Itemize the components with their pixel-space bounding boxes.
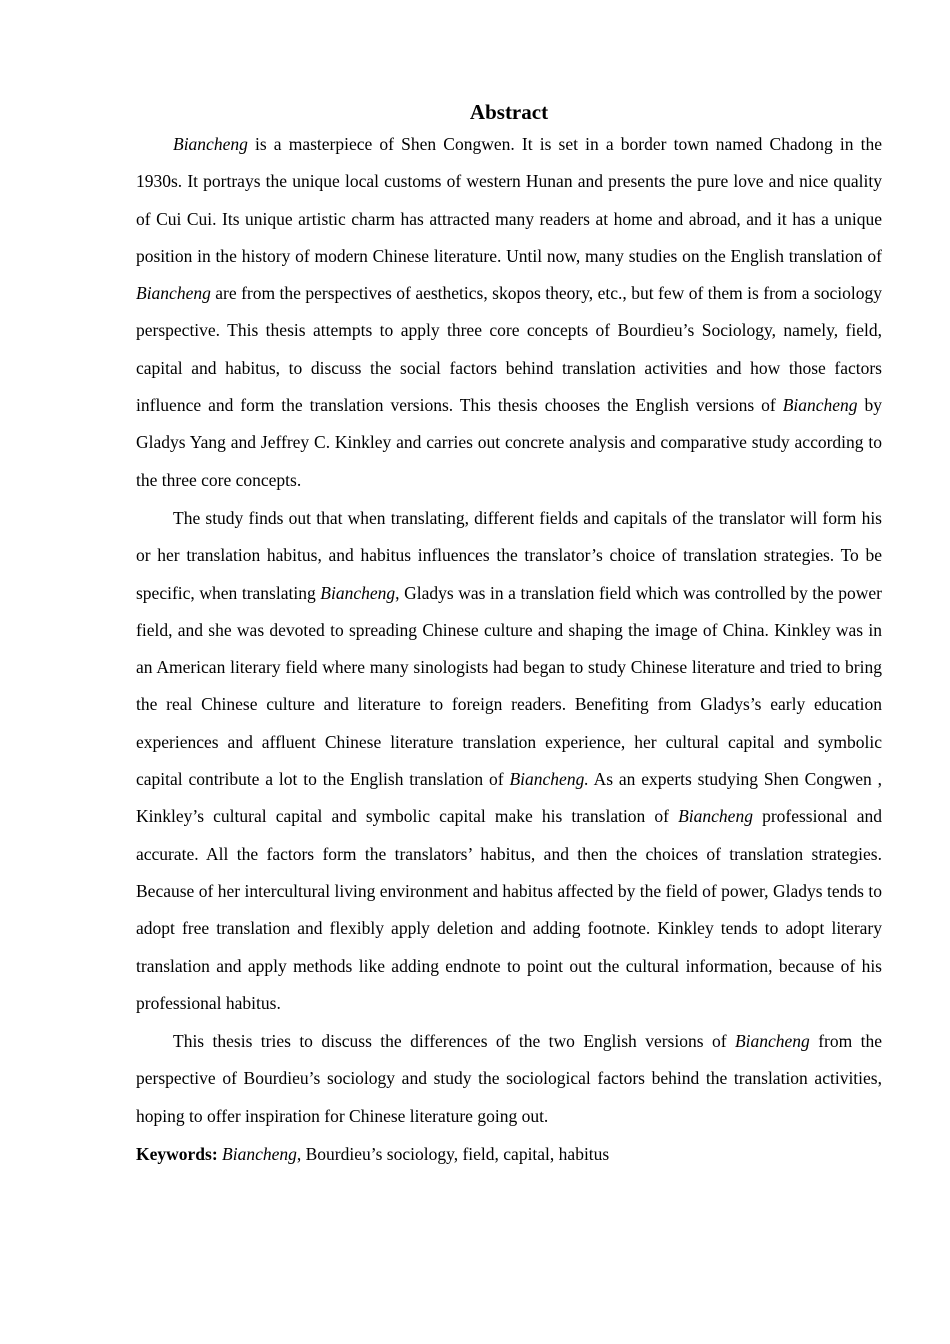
- italic-title-text: Biancheng: [173, 134, 248, 154]
- italic-title-text: Biancheng: [678, 806, 753, 827]
- abstract-paragraph: [136, 126, 882, 499]
- paragraph-text: professional and accurate. All the factors form the translators’ habitus, and then the choices of translation strategies. Because of her intercultural living environment and habitus affected by the field of power, Gladys tends to adopt free translation and flexibly apply deletion and adding footnote. Kinkley tends to adopt literary translation and apply methods like adding endnote to point out the cultural information, because of his professional habitus.: [136, 806, 882, 1013]
- keywords-line: [136, 1136, 882, 1173]
- italic-title-text: Biancheng: [320, 582, 396, 603]
- italic-title-text: Biancheng: [734, 1031, 810, 1052]
- italic-title-text: Biancheng.: [509, 769, 589, 790]
- paragraph-text: from the perspective of Bourdieu’s sociology and study the sociological factors behind the translation activities, hoping to offer inspiration for Chinese literature going out.: [136, 1031, 882, 1126]
- paragraph-text: The study finds out that when translating, different fields and capitals of the translator will form his or her translation habitus, and habitus influences the translator’s choice of translation strategies. To be specific, when translating: [136, 507, 882, 603]
- keyword-biancheng: Biancheng: [222, 1144, 297, 1165]
- document-page: [136, 98, 882, 1173]
- paragraph-text: , Gladys was in a translation field which was controlled by the power field, and she was devoted to spreading Chinese culture and shaping the image of China. Kinkley was in an American literary field where many sinologists had began to study Chinese literature and tried to bring the real Chinese culture and literature to foreign readers. Benefiting from Gladys’s early education experiences and affluent Chinese literature translation experience, her cultural capital and symbolic capital contribute a lot to the English translation of: [136, 582, 882, 790]
- keywords-label: Keywords:: [136, 1144, 218, 1165]
- paragraph-text: This thesis tries to discuss the differences of the two English versions of: [173, 1031, 735, 1052]
- paragraph-text: are from the perspectives of aesthetics, skopos theory, etc., but few of them is from a sociology perspective. This thesis attempts to apply three core concepts of Bourdieu’s Sociology, namely, field, capital and habitus, to discuss the social factors behind translation activities and how those factors influence and form the translation versions. This thesis chooses the English versions of: [136, 283, 882, 416]
- paragraph-text: As an experts studying Shen Congwen , Kinkley’s cultural capital and symbolic capital make his translation of: [136, 769, 882, 827]
- abstract-title: Abstract: [469, 100, 549, 124]
- paragraph-text: is a masterpiece of Shen Congwen. It is set in a border town named Chadong in the 1930s. It portrays the unique local customs of western Hunan and presents the pure love and nice quality of Cui Cui. Its unique artistic charm has attracted many readers at home and abroad, and it has a unique position in the history of modern Chinese literature. Until now, many studies on the English translation of: [136, 134, 882, 266]
- italic-title-text: Biancheng: [782, 395, 858, 416]
- abstract-body: [136, 126, 882, 1135]
- abstract-paragraph: [136, 1023, 882, 1135]
- abstract-paragraph: [136, 500, 882, 1022]
- italic-title-text: Biancheng: [136, 283, 211, 304]
- keywords-rest: , Bourdieu’s sociology, field, capital, habitus: [296, 1144, 610, 1165]
- paragraph-text: by Gladys Yang and Jeffrey C. Kinkley and carries out concrete analysis and comparative study according to the three core concepts.: [136, 395, 882, 490]
